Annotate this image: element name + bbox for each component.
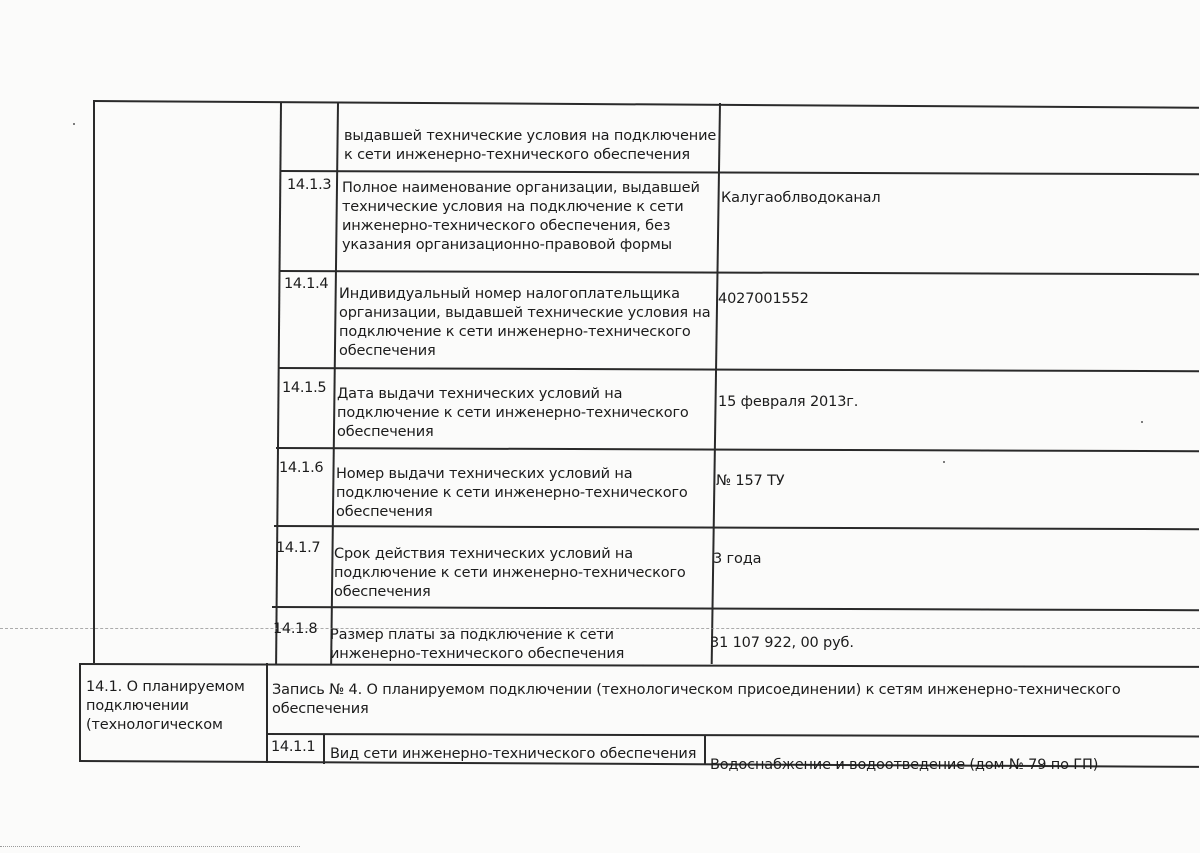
row-line-14-1-3 xyxy=(279,270,1199,275)
row-number-14-1-7: 14.1.7 xyxy=(276,540,321,556)
table-left-border-lower xyxy=(79,663,81,760)
row-value-14-1-8: 31 107 922, 00 руб. xyxy=(710,635,854,651)
row-description-14-1-6: Номер выдачи технических условий на подключение к сети инженерно-технического обеспечения xyxy=(336,466,688,520)
row-line-14-1-5 xyxy=(276,447,1199,452)
row-description-14-1-8: Размер платы за подключение к сети инженерно-технического обеспечения xyxy=(330,627,625,662)
row-value-14-1-5: 15 февраля 2013г. xyxy=(718,394,859,410)
section-title-column-line xyxy=(266,663,268,763)
lower-number-column-line xyxy=(323,734,325,764)
section-divider-line xyxy=(79,663,1199,667)
row-number-14-1-3: 14.1.3 xyxy=(287,177,332,193)
row-description-14-1-7: Срок действия технических условий на подключение к сети инженерно-технического обеспечения xyxy=(334,546,686,600)
continued-row-description: выдавшей технические условия на подключение к сети инженерно-технического обеспечения xyxy=(344,128,717,163)
scan-speck xyxy=(73,123,75,125)
value-column-left-line xyxy=(711,103,721,664)
row-description-14-1-1: Вид сети инженерно-технического обеспечения xyxy=(330,746,697,762)
row-line-14-1-6 xyxy=(274,525,1199,530)
record-header-bottom-line xyxy=(266,733,1199,737)
section-title: 14.1. О планируемом подключении (технологическом xyxy=(86,679,245,733)
row-description-14-1-4: Индивидуальный номер налогоплательщика организации, выдавшей технические условия на подключение к сети инженерно-технического обеспечения xyxy=(339,286,711,359)
scan-speck xyxy=(943,461,945,463)
record-header: Запись № 4. О планируемом подключении (технологическом присоединении) к сетям инженерно-технического обеспечения xyxy=(272,682,1121,717)
row-number-14-1-6: 14.1.6 xyxy=(279,460,324,476)
row-line-14-1-7 xyxy=(272,606,1199,611)
lower-value-column-line xyxy=(704,735,706,764)
row-number-14-1-1: 14.1.1 xyxy=(271,739,316,755)
row-value-14-1-1: Водоснабжение и водоотведение (дом № 79 по ГП) xyxy=(710,757,1099,773)
row-line-continued xyxy=(280,170,1199,175)
table-left-border-upper xyxy=(93,100,95,663)
row-description-14-1-3: Полное наименование организации, выдавшей технические условия на подключение к сети инженерно-технического обеспечения, без указания организационно-правовой формы xyxy=(342,180,700,253)
row-value-14-1-4: 4027001552 xyxy=(718,291,809,307)
row-number-14-1-8: 14.1.8 xyxy=(273,621,318,637)
row-number-14-1-4: 14.1.4 xyxy=(284,276,329,292)
row-value-14-1-3: Калугаоблводоканал xyxy=(721,190,881,206)
table-top-border xyxy=(93,100,1199,108)
number-column-left-line xyxy=(275,102,281,664)
row-number-14-1-5: 14.1.5 xyxy=(282,380,327,396)
row-description-14-1-5: Дата выдачи технических условий на подключение к сети инженерно-технического обеспечения xyxy=(337,386,689,440)
row-value-14-1-6: № 157 ТУ xyxy=(716,473,785,489)
row-line-14-1-4 xyxy=(278,367,1199,372)
scan-edge-noise xyxy=(0,846,300,847)
scan-speck xyxy=(1141,421,1143,423)
row-value-14-1-7: 3 года xyxy=(713,551,762,567)
